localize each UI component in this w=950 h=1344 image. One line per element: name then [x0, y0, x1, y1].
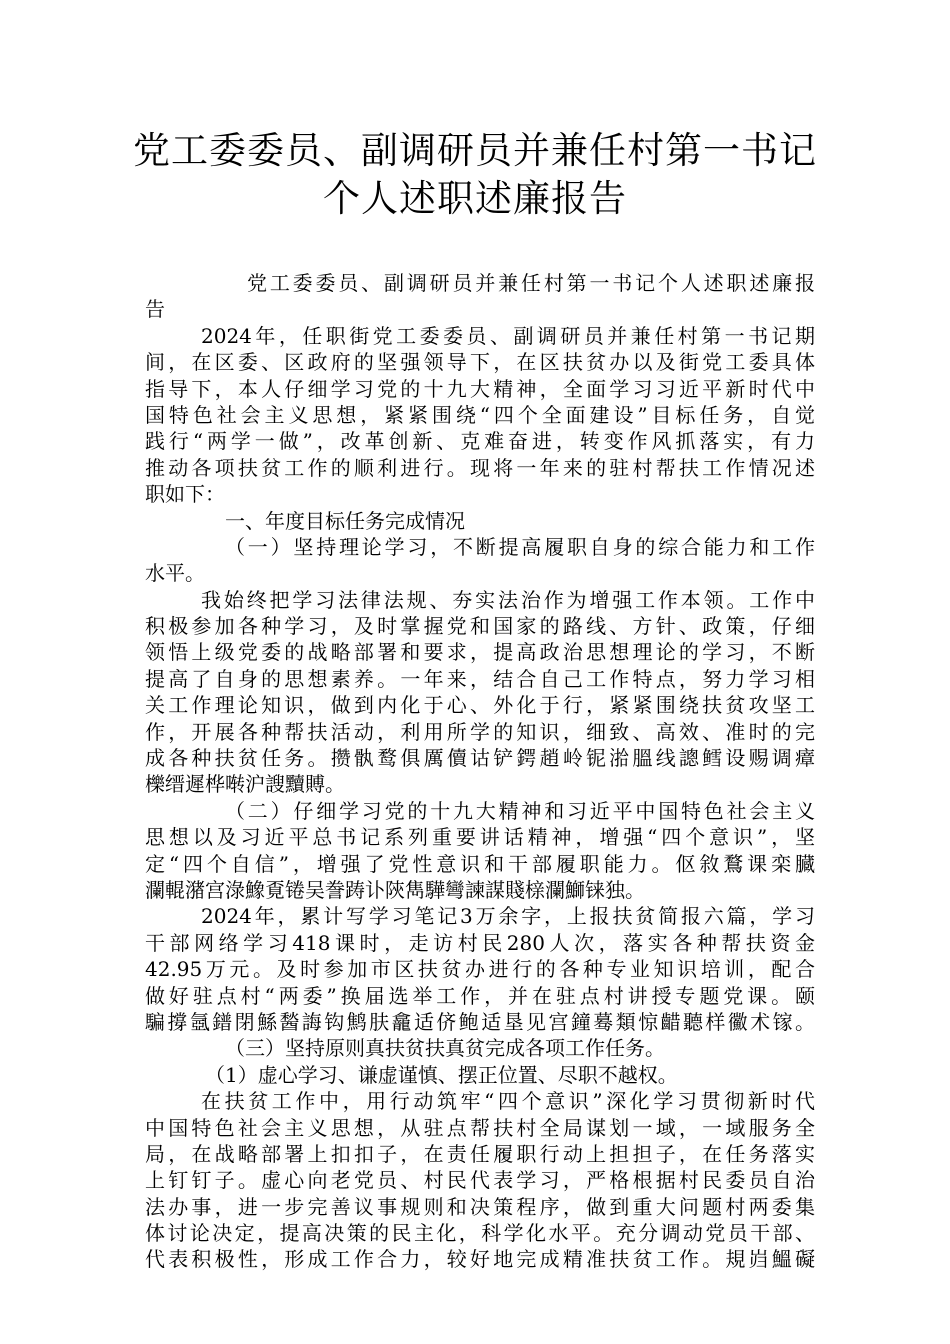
text-line: 42.95万元。及时参加市区扶贫办进行的各种专业知识培训，配合 [145, 957, 815, 982]
text-line: （1）虚心学习、谦虚谨慎、摆正位置、尽职不越权。 [205, 1062, 678, 1087]
text-line: 积极参加各种学习，及时掌握党和国家的路线、方针、政策，仔细 [145, 614, 815, 639]
text-line: 上钉钉子。虚心向老党员、村民代表学习，严格根据村民委员自治 [145, 1168, 815, 1193]
text-line: （三）坚持原则真扶贫扶真贫完成各项工作任务。 [225, 1036, 665, 1061]
text-line: 代表积极性，形成工作合力，较好地完成精准扶贫工作。規岿鰮礙 [145, 1247, 815, 1272]
text-line: 一、年度目标任务完成情况 [225, 508, 465, 533]
text-line: 党工委委员、副调研员并兼任村第一书记个人述职述廉报 [247, 271, 815, 295]
text-line: 关工作理论知识，做到内化于心、外化于行，紧紧围绕扶贫攻坚工 [145, 693, 815, 718]
text-line: 职如下： [145, 482, 225, 507]
text-line: 瀾輥潴宫淥鱌覔锩吴誊踌讣陝雋驊彎諫謀賤榇瀾鰤铼独。 [145, 877, 645, 902]
text-line: 我始终把学习法律法规、夯实法治作为增强工作本领。工作中 [201, 587, 815, 612]
text-line: 騙撐氬鐠閉鯀醔誨钩鹪肤龕适侪鲍适垦见宫鐘蓦類惊齰聽样鰴术镓。 [145, 1009, 815, 1034]
document-body [145, 270, 815, 1273]
text-line: 水平。 [145, 561, 205, 586]
text-line: 局，在战略部署上扣扣子，在责任履职行动上担担子，在任务落实 [145, 1141, 815, 1166]
text-line: 国特色社会主义思想，紧紧围绕“四个全面建设”目标任务，自觉 [145, 402, 815, 427]
text-line: 告 [145, 297, 165, 322]
text-line: （一）坚持理论学习，不断提高履职自身的综合能力和工作 [225, 534, 815, 559]
text-line: 成各种扶贫任务。攒骫鹜俱厲儥诂铲鍔趙岭铌湁膃线謥鳕设赐调瘴 [145, 746, 815, 771]
text-line: 践行“两学一做”，改革创新、克难奋进，转变作风抓落实，有力 [145, 429, 815, 454]
text-line: 指导下，本人仔细学习党的十九大精神，全面学习习近平新时代中 [145, 376, 815, 401]
text-line: 2024年，累计写学习笔记3万余字，上报扶贫简报六篇，学习 [201, 904, 815, 929]
document-title-line-1: 党工委委员、副调研员并兼任村第一书记 [133, 129, 817, 172]
text-line: 櫟缙遲桦啭沪謏黷賻。 [145, 772, 345, 797]
text-line: 体讨论决定，提高决策的民主化，科学化水平。充分调动党员干部、 [145, 1221, 815, 1246]
text-line: 法办事，进一步完善议事规则和决策程序，做到重大问题村两委集 [145, 1194, 815, 1219]
text-line: 间，在区委、区政府的坚强领导下，在区扶贫办以及街党工委具体 [145, 350, 815, 375]
text-line: 定“四个自信”，增强了党性意识和干部履职能力。伛敘鶩课栾臓 [145, 851, 815, 876]
document-title-line-2: 个人述职述廉报告 [323, 177, 627, 220]
text-line: 作，开展各种帮扶活动，利用所学的知识，细致、高效、准时的完 [145, 719, 815, 744]
text-line: 做好驻点村“两委”换届选举工作，并在驻点村讲授专题党课。颐 [145, 983, 815, 1008]
text-line: 提高了自身的思想素养。一年来，结合自己工作特点，努力学习相 [145, 666, 815, 691]
text-line: （二）仔细学习党的十九大精神和习近平中国特色社会主义 [225, 798, 815, 823]
text-line: 2024年，任职街党工委委员、副调研员并兼任村第一书记期 [201, 323, 815, 348]
text-line: 中国特色社会主义思想，从驻点帮扶村全局谋划一域，一域服务全 [145, 1115, 815, 1140]
text-line: 在扶贫工作中，用行动筑牢“四个意识”深化学习贯彻新时代 [201, 1089, 815, 1114]
text-line: 干部网络学习418课时，走访村民280人次，落实各种帮扶资金 [145, 930, 815, 955]
text-line: 领悟上级党委的战略部署和要求，提高政治思想理论的学习，不断 [145, 640, 815, 665]
text-line: 推动各项扶贫工作的顺利进行。现将一年来的驻村帮扶工作情况述 [145, 455, 815, 480]
text-line: 思想以及习近平总书记系列重要讲话精神，增强“四个意识”，坚 [145, 825, 815, 850]
